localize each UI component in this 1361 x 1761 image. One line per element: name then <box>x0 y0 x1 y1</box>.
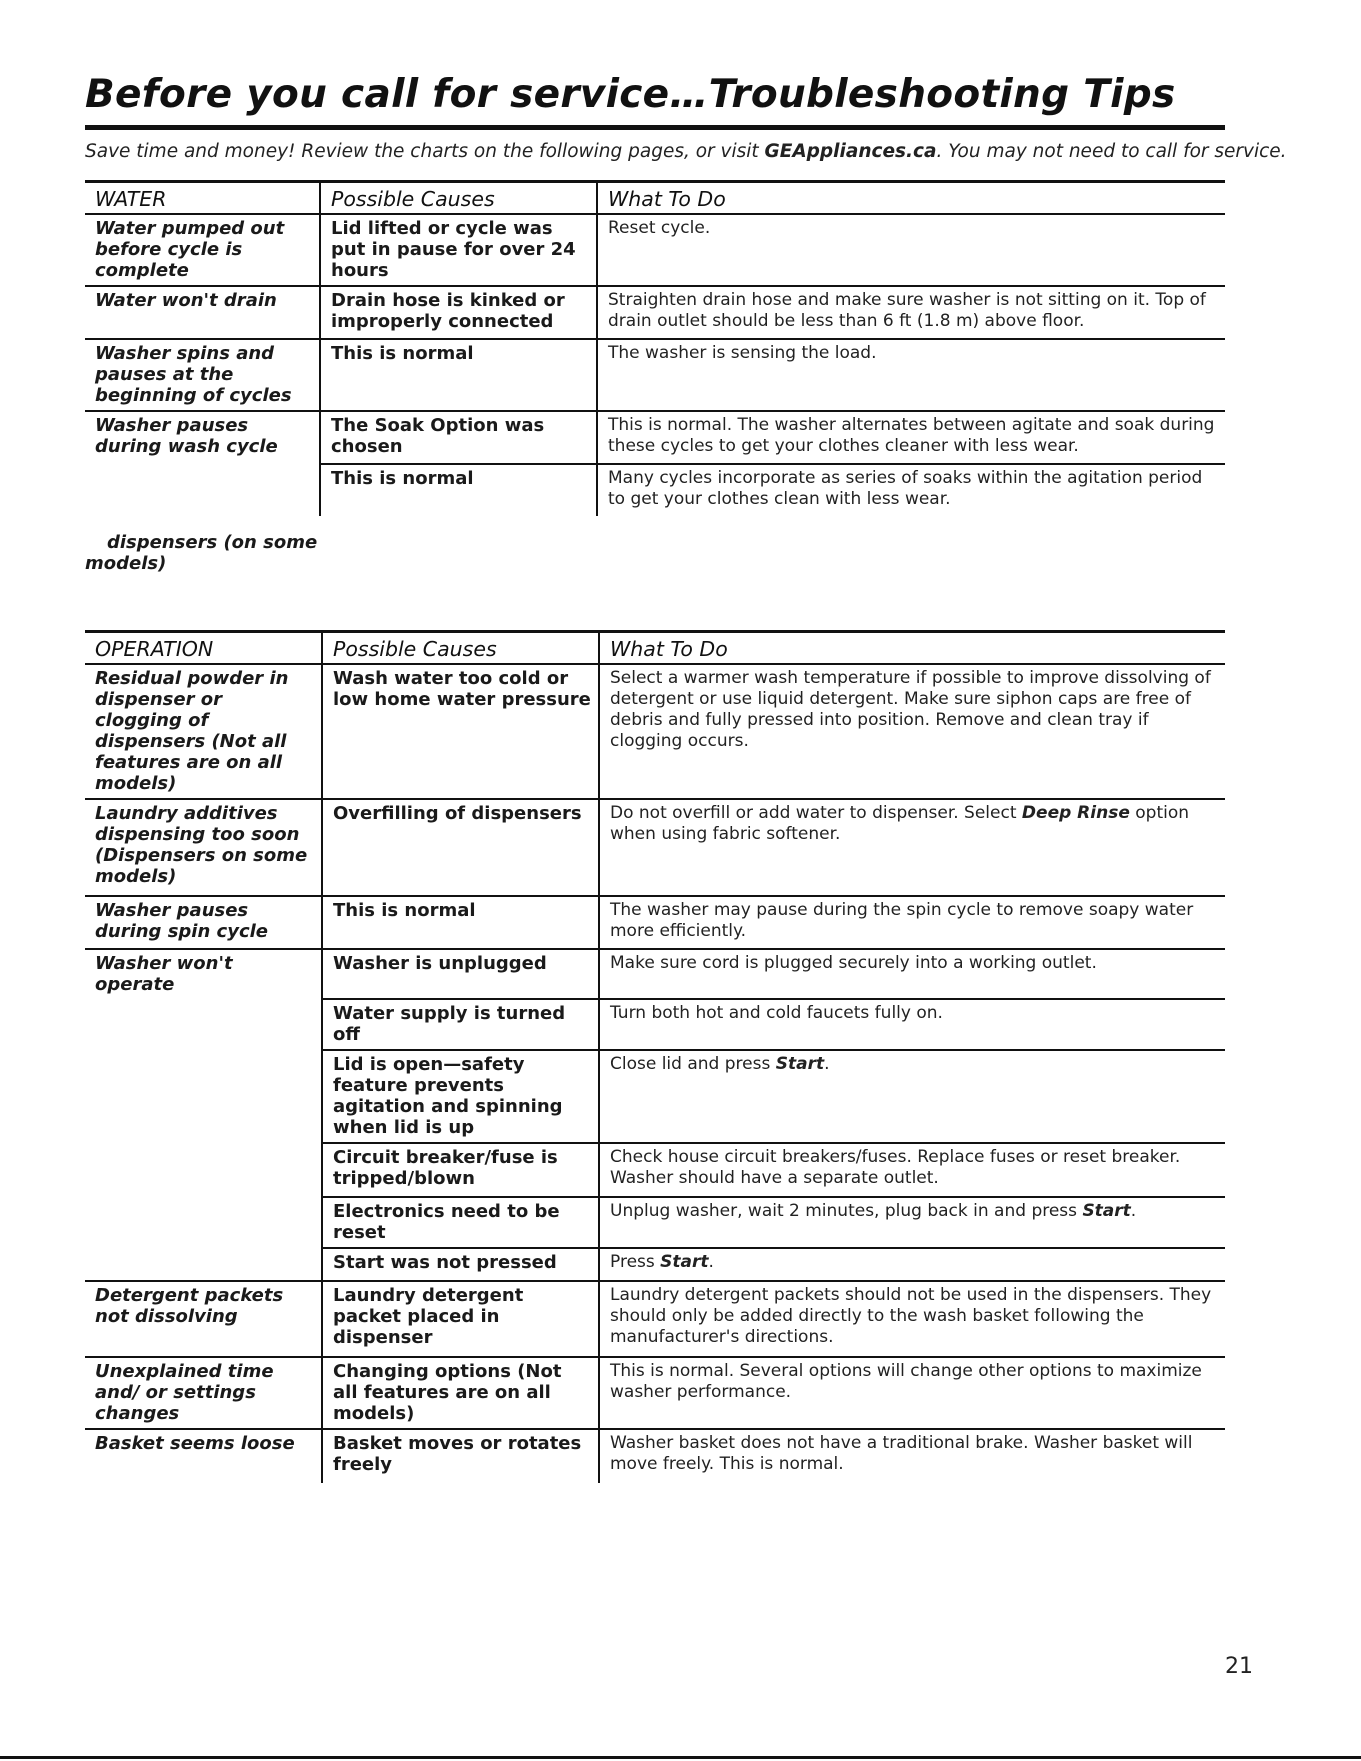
todo-text: option when using fabric softener. <box>610 803 1190 844</box>
todo-cell: Make sure cord is plugged securely into a working outlet. <box>599 949 1225 999</box>
table-row <box>85 1281 1225 1357</box>
problem-cell <box>85 1197 322 1248</box>
problem-cell <box>85 1248 322 1281</box>
cause-cell: Laundry detergent packet placed in dispenser <box>322 1281 599 1357</box>
water-header-causes: Possible Causes <box>320 182 597 215</box>
todo-cell: Laundry detergent packets should not be used in the dispensers. They should only be added directly to the wash basket following the manufacturer's directions. <box>599 1281 1225 1357</box>
todo-cell: Washer basket does not have a traditional brake. Washer basket will move freely. This is normal. <box>610 1433 1193 1474</box>
table-row <box>85 411 1225 464</box>
table-row <box>85 1429 1225 1483</box>
table-row <box>85 999 1225 1050</box>
problem-cell <box>85 1050 322 1143</box>
cause-cell: Start was not pressed <box>322 1248 599 1281</box>
problem-cell <box>85 464 320 516</box>
cause-cell: Changing options (Not all features are on all models) <box>322 1357 599 1429</box>
todo-cell: The washer may pause during the spin cycle to remove soapy water more efficiently. <box>599 896 1225 949</box>
cause-cell: Washer is unplugged <box>322 949 599 999</box>
operation-header-problem: OPERATION <box>85 632 322 665</box>
todo-cell: Straighten drain hose and make sure washer is not sitting on it. Top of drain outlet should be less than 6 ft (1.8 m) above floor. <box>597 286 1225 339</box>
problem-cell: Basket seems loose <box>85 1429 322 1483</box>
problem-cell: Water pumped out before cycle is complete <box>85 214 320 286</box>
website-link[interactable]: GEAppliances.ca <box>764 141 937 162</box>
todo-cell: This is normal. Several options will change other options to maximize washer performance. <box>599 1357 1225 1429</box>
cause-cell: Water supply is turned off <box>322 999 599 1050</box>
operation-header-causes: Possible Causes <box>322 632 599 665</box>
todo-cell: This is normal. The washer alternates between agitate and soak during these cycles to get your clothes cleaner with less wear. <box>597 411 1225 464</box>
table-row <box>85 1050 1225 1143</box>
todo-text: Do not overfill or add water to dispenser. Select <box>610 803 1022 823</box>
water-header-problem: WATER <box>85 182 320 215</box>
todo-cell: Check house circuit breakers/fuses. Replace fuses or reset breaker. Washer should have a separate outlet. <box>599 1143 1225 1197</box>
cause-cell: Basket moves or rotates freely <box>322 1429 599 1483</box>
table-row <box>85 949 1225 999</box>
button-name: Start <box>1082 1201 1131 1221</box>
cause-cell: Overfilling of dispensers <box>322 799 599 896</box>
stray-line-2: models) <box>85 553 167 574</box>
todo-text: Unplug washer, wait 2 minutes, plug back in and press <box>610 1201 1083 1221</box>
problem-cell: Residual powder in dispenser or clogging of dispensers (Not all features are on all models) <box>85 664 322 799</box>
todo-cell <box>599 1248 1225 1281</box>
table-row <box>85 214 1225 286</box>
todo-text: . <box>708 1252 714 1272</box>
problem-cell <box>85 999 322 1050</box>
problem-cell: Laundry additives dispensing too soon (Dispensers on some models) <box>85 799 322 896</box>
cause-cell: This is normal <box>322 896 599 949</box>
todo-cell <box>599 799 1225 896</box>
todo-cell: The washer is sensing the load. <box>597 339 1225 411</box>
table-row <box>85 1197 1225 1248</box>
table-row <box>85 896 1225 949</box>
cause-cell: Lid is open—safety feature prevents agitation and spinning when lid is up <box>322 1050 599 1143</box>
table-row <box>85 464 1225 516</box>
problem-cell: Water won't drain <box>85 286 320 339</box>
intro-before: Save time and money! Review the charts on the following pages, or visit <box>85 141 765 162</box>
stray-line-1: dispensers (on some <box>107 532 318 553</box>
page-title: Before you call for service…Troubleshooting Tips <box>85 72 1176 117</box>
operation-table <box>85 630 1225 1483</box>
todo-cell: Turn both hot and cold faucets fully on. <box>599 999 1225 1050</box>
table-row <box>85 339 1225 411</box>
table-row <box>85 286 1225 339</box>
table-row <box>85 799 1225 896</box>
option-name: Deep Rinse <box>1021 803 1130 823</box>
cause-cell: Circuit breaker/fuse is tripped/blown <box>322 1143 599 1197</box>
todo-text: . <box>1130 1201 1137 1221</box>
todo-text: Press <box>610 1252 661 1272</box>
todo-cell: Many cycles incorporate as series of soaks within the agitation period to get your clothes clean with less wear. <box>608 468 1203 509</box>
todo-cell <box>599 1197 1225 1248</box>
intro-text <box>85 141 1287 162</box>
table-row <box>85 1248 1225 1281</box>
table-row <box>85 664 1225 799</box>
todo-text: . <box>824 1054 830 1074</box>
water-header-todo: What To Do <box>597 182 1225 215</box>
problem-cell: Washer pauses during spin cycle <box>85 896 322 949</box>
button-name: Start <box>775 1054 825 1074</box>
intro-after: . You may not need to call for service. <box>936 141 1287 162</box>
button-name: Start <box>660 1252 709 1272</box>
todo-cell: Select a warmer wash temperature if possible to improve dissolving of detergent or use liquid detergent. Make sure siphon caps are free of debris and fully pressed into position. Remove and clean tray if clogging occurs. <box>599 664 1225 799</box>
problem-cell: Washer spins and pauses at the beginning of cycles <box>85 339 320 411</box>
problem-cell: Washer pauses during wash cycle <box>85 411 320 464</box>
page-number: 21 <box>1225 1654 1253 1679</box>
problem-cell: Unexplained time and/ or settings changes <box>85 1357 322 1429</box>
stray-text <box>85 532 317 574</box>
table-row <box>85 1143 1225 1197</box>
scan-edge-line <box>0 1756 1361 1759</box>
todo-text: Close lid and press <box>610 1054 776 1074</box>
cause-cell: Electronics need to be reset <box>322 1197 599 1248</box>
operation-header-todo: What To Do <box>599 632 1225 665</box>
cause-cell: This is normal <box>320 339 597 411</box>
water-table <box>85 180 1225 516</box>
problem-cell: Washer won't operate <box>85 949 322 999</box>
cause-cell: Lid lifted or cycle was put in pause for over 24 hours <box>320 214 597 286</box>
todo-cell <box>599 1050 1225 1143</box>
cause-cell: This is normal <box>320 464 597 516</box>
cause-cell: The Soak Option was chosen <box>320 411 597 464</box>
cause-cell: Wash water too cold or low home water pressure <box>322 664 599 799</box>
problem-cell <box>85 1143 322 1197</box>
problem-cell: Detergent packets not dissolving <box>85 1281 322 1357</box>
todo-cell: Reset cycle. <box>597 214 1225 286</box>
cause-cell: Drain hose is kinked or improperly connected <box>320 286 597 339</box>
table-row <box>85 1357 1225 1429</box>
title-rule <box>85 125 1225 130</box>
